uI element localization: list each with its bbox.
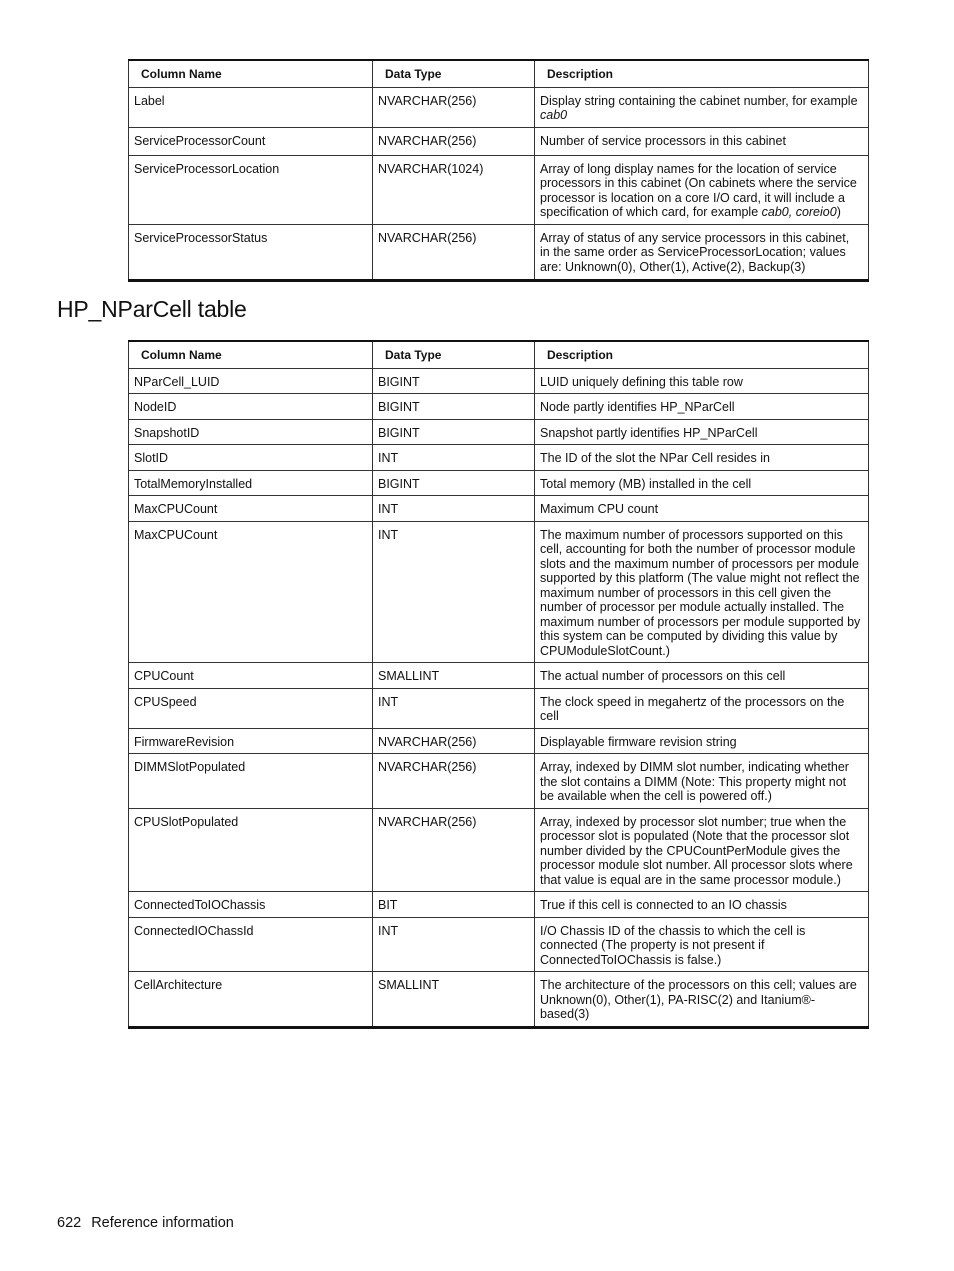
column-name-cell: CPUCount (129, 663, 373, 689)
column-name-cell: MaxCPUCount (129, 521, 373, 663)
description-cell: Number of service processors in this cabinet (535, 127, 869, 155)
table-row (129, 808, 869, 892)
description-cell: Maximum CPU count (535, 496, 869, 522)
table-row (129, 394, 869, 420)
data-type-cell: NVARCHAR(1024) (373, 155, 535, 224)
column-name-cell: CellArchitecture (129, 972, 373, 1028)
data-type-header: Data Type (373, 341, 535, 368)
column-name-cell: SnapshotID (129, 419, 373, 445)
column-name-header: Column Name (129, 60, 373, 87)
column-name-cell: TotalMemoryInstalled (129, 470, 373, 496)
description-header: Description (535, 60, 869, 87)
table-row (129, 972, 869, 1028)
data-type-cell: BIGINT (373, 368, 535, 394)
data-type-cell: INT (373, 917, 535, 972)
table-header-row (129, 60, 869, 87)
data-type-cell: INT (373, 445, 535, 471)
nparcell-table-body (129, 368, 869, 1027)
table-row (129, 127, 869, 155)
description-cell: True if this cell is connected to an IO chassis (535, 892, 869, 918)
table-row (129, 87, 869, 127)
description-cell: The ID of the slot the NPar Cell resides in (535, 445, 869, 471)
description-cell: Node partly identifies HP_NParCell (535, 394, 869, 420)
column-name-cell: ServiceProcessorLocation (129, 155, 373, 224)
table-header-row (129, 341, 869, 368)
table-row (129, 521, 869, 663)
data-type-cell: SMALLINT (373, 972, 535, 1028)
description-cell: I/O Chassis ID of the chassis to which the cell is connected (The property is not present if ConnectedToIOChassis is false.) (535, 917, 869, 972)
description-cell: Array, indexed by processor slot number; true when the processor slot is populated (Note that the processor slot number divided by the CPUCountPerModule gives the processor module slot number. All processor slots where that value is equal are in the same processor module.) (535, 808, 869, 892)
data-type-cell: INT (373, 688, 535, 728)
table-row (129, 917, 869, 972)
description-cell: Array of status of any service processors in this cabinet, in the same order as ServiceProcessorLocation; values are: Unknown(0), Other(1), Active(2), Backup(3) (535, 224, 869, 280)
column-name-cell: Label (129, 87, 373, 127)
description-header: Description (535, 341, 869, 368)
cabinet-table (128, 59, 869, 282)
description-cell: Displayable firmware revision string (535, 728, 869, 754)
table-row (129, 496, 869, 522)
column-name-cell: ConnectedIOChassId (129, 917, 373, 972)
data-type-cell: BIGINT (373, 394, 535, 420)
table-row (129, 470, 869, 496)
column-name-cell: CPUSpeed (129, 688, 373, 728)
description-cell: Display string containing the cabinet number, for example cab0 (535, 87, 869, 127)
column-name-cell: NodeID (129, 394, 373, 420)
column-name-cell: DIMMSlotPopulated (129, 754, 373, 809)
data-type-cell: BIGINT (373, 470, 535, 496)
table-row (129, 663, 869, 689)
data-type-cell: NVARCHAR(256) (373, 808, 535, 892)
table-row (129, 728, 869, 754)
data-type-cell: NVARCHAR(256) (373, 224, 535, 280)
page-footer (57, 1215, 234, 1231)
column-name-cell: FirmwareRevision (129, 728, 373, 754)
table-row (129, 368, 869, 394)
description-cell: Snapshot partly identifies HP_NParCell (535, 419, 869, 445)
description-cell: The architecture of the processors on this cell; values are Unknown(0), Other(1), PA-RISC(2) and Itanium®-based(3) (535, 972, 869, 1028)
description-cell: LUID uniquely defining this table row (535, 368, 869, 394)
table-row (129, 892, 869, 918)
table-row (129, 445, 869, 471)
description-cell: Total memory (MB) installed in the cell (535, 470, 869, 496)
description-cell: The maximum number of processors supported on this cell, accounting for both the number of processor module slots and the maximum number of processors per module supported by this platform (The value might not reflect the maximum number of processors in this cell given the number of processor per module actually installed. The maximum number of processors per module supported by this system can be computed by dividing this value by CPUModuleSlotCount.) (535, 521, 869, 663)
table-row (129, 688, 869, 728)
data-type-cell: BIT (373, 892, 535, 918)
column-name-header: Column Name (129, 341, 373, 368)
data-type-cell: SMALLINT (373, 663, 535, 689)
column-name-cell: ConnectedToIOChassis (129, 892, 373, 918)
footer-section-label: Reference information (91, 1215, 234, 1231)
description-cell: The actual number of processors on this cell (535, 663, 869, 689)
data-type-cell: NVARCHAR(256) (373, 127, 535, 155)
data-type-cell: INT (373, 496, 535, 522)
description-cell: The clock speed in megahertz of the processors on the cell (535, 688, 869, 728)
column-name-cell: MaxCPUCount (129, 496, 373, 522)
data-type-cell: BIGINT (373, 419, 535, 445)
table-row (129, 155, 869, 224)
data-type-header: Data Type (373, 60, 535, 87)
column-name-cell: SlotID (129, 445, 373, 471)
table-row (129, 224, 869, 280)
table-row (129, 754, 869, 809)
table-row (129, 419, 869, 445)
data-type-cell: NVARCHAR(256) (373, 728, 535, 754)
section-title: HP_NParCell table (57, 296, 247, 322)
page-number: 622 (57, 1215, 82, 1231)
description-cell: Array of long display names for the location of service processors in this cabinet (On cabinets where the service processor is location on a core I/O card, it will include a specification of which card, for example cab0, coreio0) (535, 155, 869, 224)
column-name-cell: NParCell_LUID (129, 368, 373, 394)
nparcell-table (128, 340, 869, 1029)
column-name-cell: CPUSlotPopulated (129, 808, 373, 892)
column-name-cell: ServiceProcessorCount (129, 127, 373, 155)
data-type-cell: NVARCHAR(256) (373, 87, 535, 127)
data-type-cell: INT (373, 521, 535, 663)
data-type-cell: NVARCHAR(256) (373, 754, 535, 809)
description-cell: Array, indexed by DIMM slot number, indicating whether the slot contains a DIMM (Note: This property might not be available when the cell is powered off.) (535, 754, 869, 809)
column-name-cell: ServiceProcessorStatus (129, 224, 373, 280)
